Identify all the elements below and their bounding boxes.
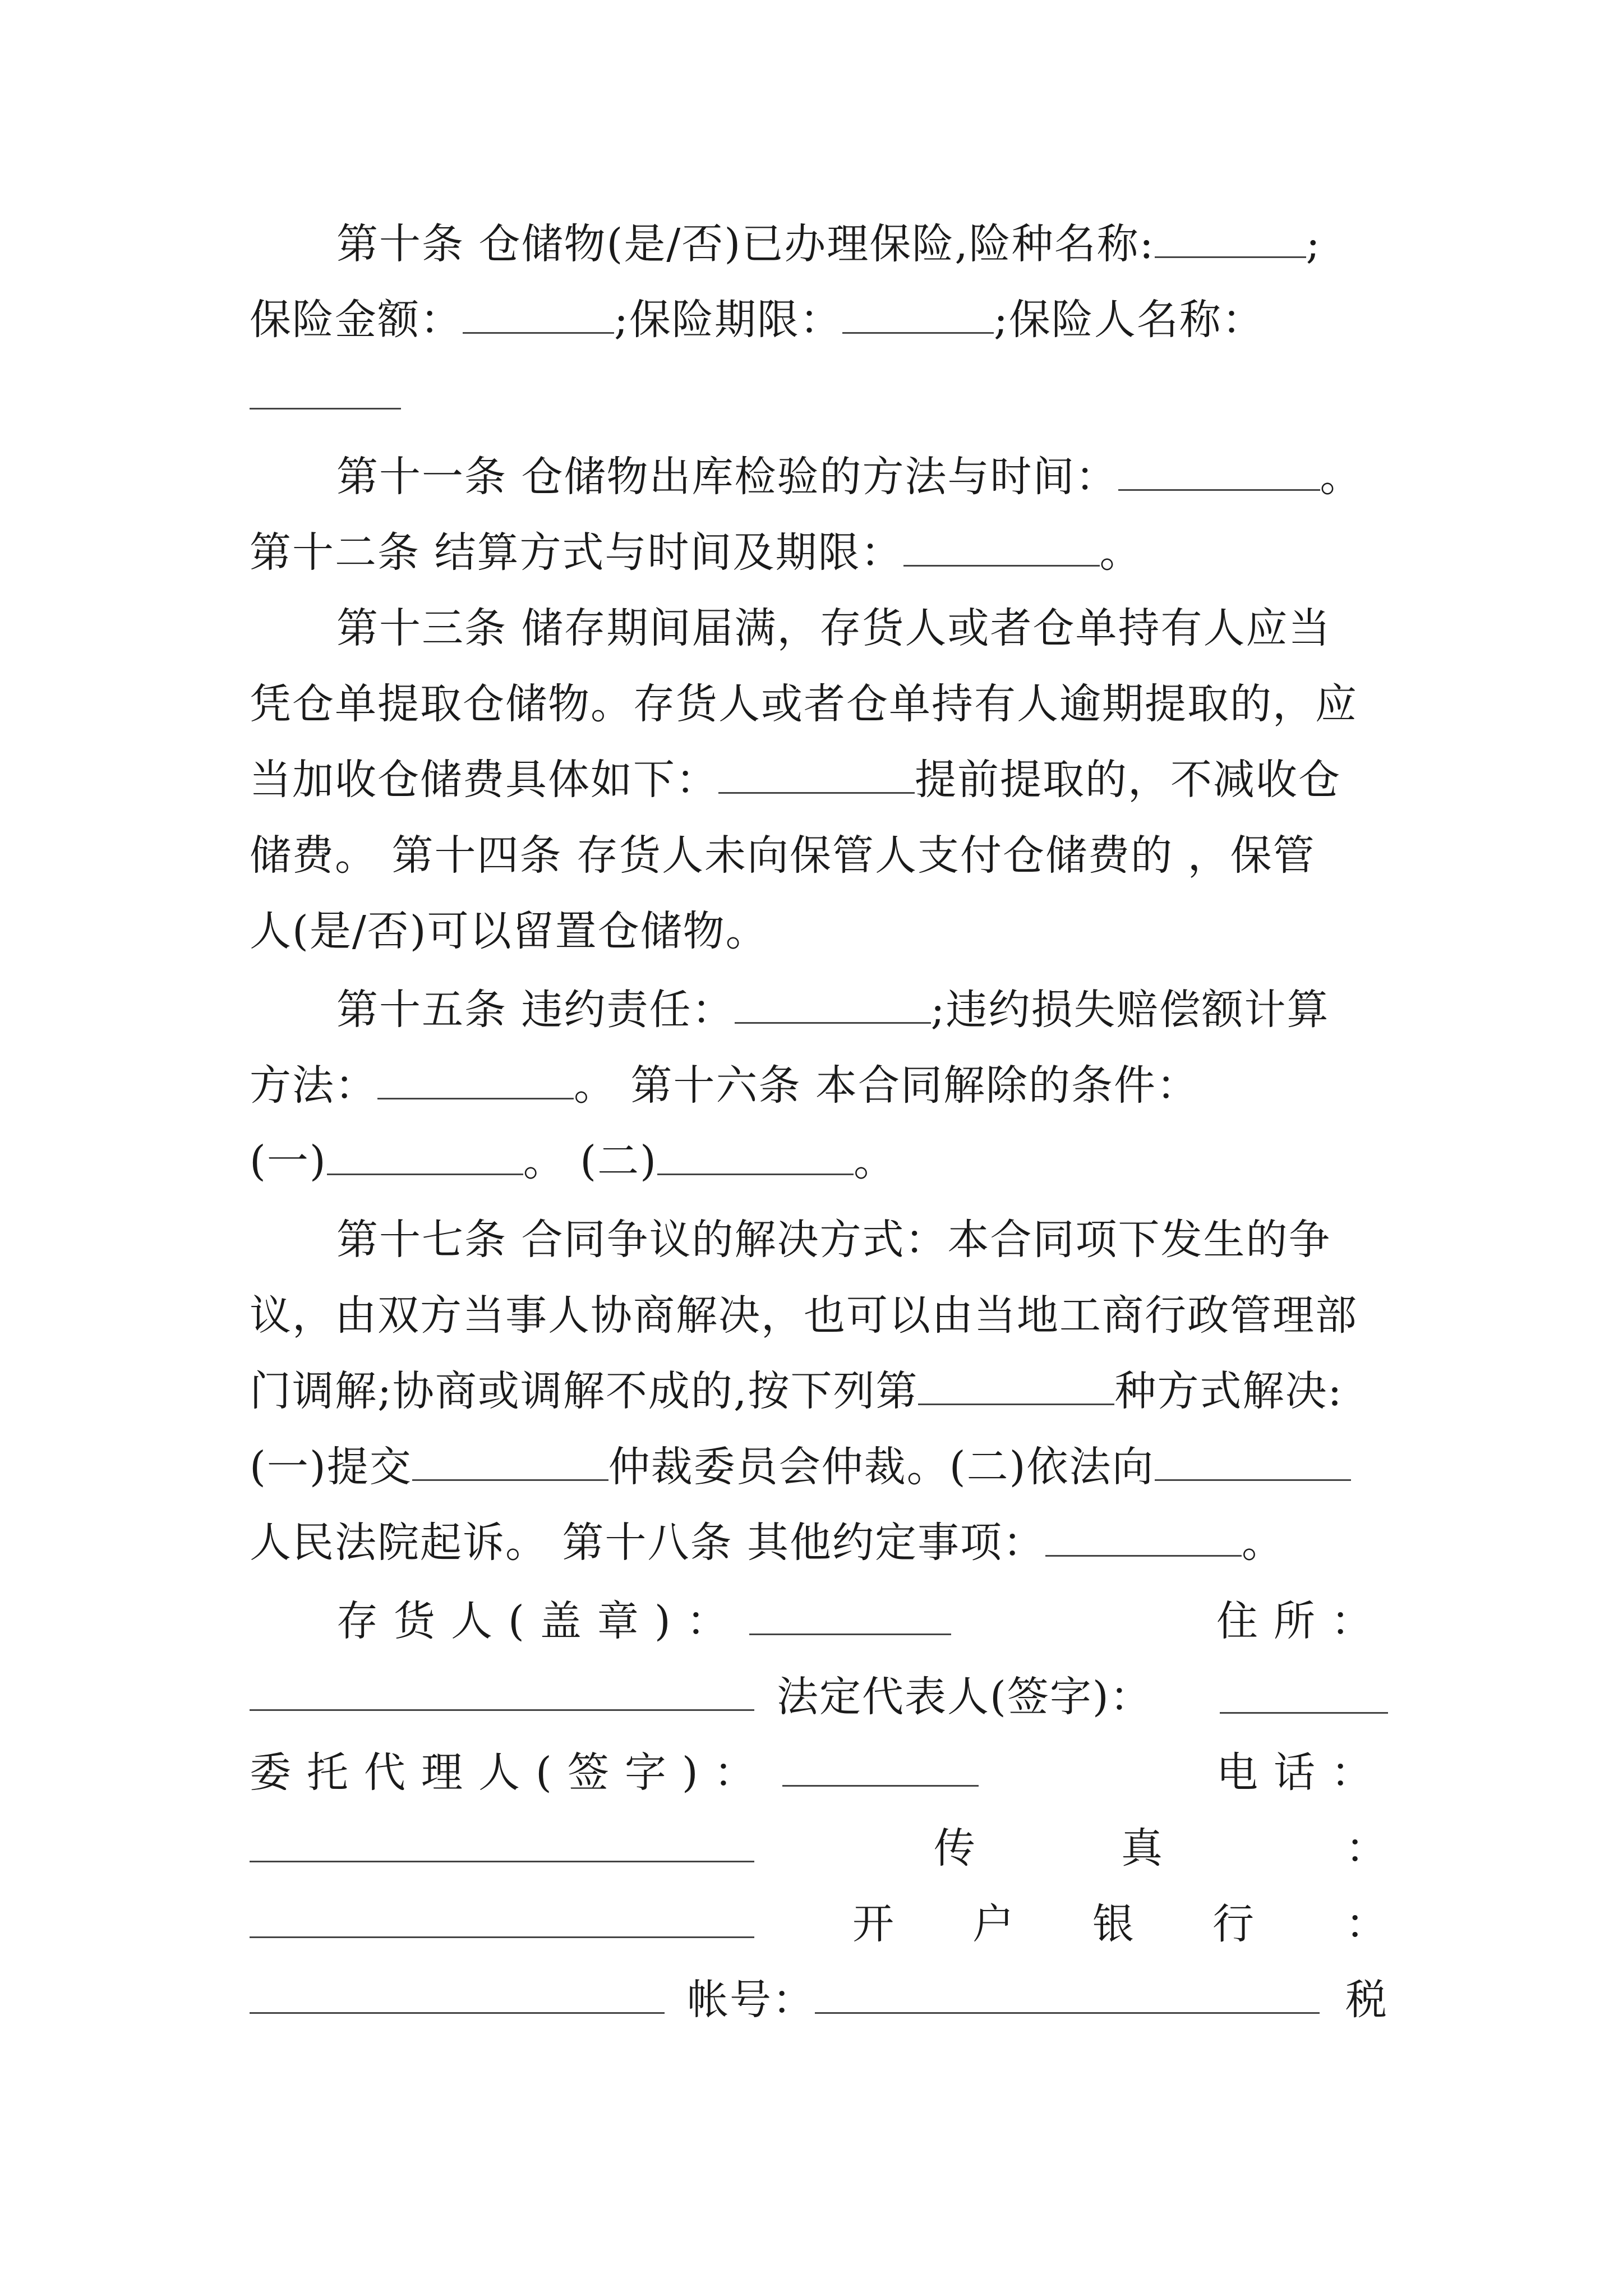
article-17-text-2: 议，由双方当事人协商解决，也可以由当地工商行政管理部	[250, 1291, 1358, 1340]
period: 。	[1320, 453, 1363, 501]
article-13-line-3	[250, 752, 1388, 808]
signature-line-2	[250, 1669, 1388, 1725]
article-16-line	[250, 1133, 1388, 1189]
insured-amount-blank	[463, 298, 614, 334]
insurer-name-blank	[250, 374, 401, 409]
signature-line-5	[250, 1896, 1388, 1952]
signature-line-3	[250, 1745, 1388, 1801]
bank-label: 开户银行	[852, 1900, 1332, 1948]
article-11	[250, 449, 1388, 505]
court-blank	[1155, 1446, 1351, 1481]
article-14-text-end: 人(是/否)可以留置仓储物。	[250, 907, 768, 955]
article-16-title: 。 第十六条 本合同解除的条件：	[574, 1061, 1200, 1110]
article-13-line-1	[250, 600, 1388, 656]
period: 。	[854, 1137, 897, 1185]
address-blank	[250, 1676, 754, 1711]
article-13-text-2: 凭仓单提取仓储物。存货人或者仓单持有人逾期提取的，应	[250, 680, 1358, 728]
address-label: 住所：	[1216, 1597, 1388, 1645]
phone-label: 电话：	[1216, 1749, 1388, 1797]
article-17-text-3b: 种方式解决:	[1114, 1367, 1343, 1415]
article-10-line-3	[250, 367, 1388, 424]
account-label: 帐号：	[687, 1976, 815, 2024]
insurance-type-blank	[1155, 223, 1306, 258]
article-17-text-1: 第十七条 合同争议的解决方式：本合同项下发生的争	[336, 1216, 1331, 1264]
agent-blank	[782, 1751, 979, 1787]
semicolon: ;	[1306, 220, 1321, 268]
legal-representative-blank	[1220, 1678, 1388, 1714]
signature-line-6	[250, 1972, 1388, 2028]
fax-colon: ：	[1345, 1824, 1388, 1872]
article-13-line-4	[250, 827, 1388, 884]
depositor-blank	[749, 1600, 951, 1635]
condition-two-label: 。 (二)	[523, 1137, 658, 1185]
article-12	[250, 524, 1388, 581]
liability-label: 第十五条 违约责任：	[336, 986, 735, 1034]
article-10-title: 第十条 仓储物(是/否)已办理保险,险种名称:	[336, 220, 1155, 268]
article-17-line-2	[250, 1287, 1388, 1343]
fax-label: 传真	[934, 1824, 1308, 1872]
period: 。	[1242, 1519, 1285, 1567]
bank-colon: ：	[1345, 1900, 1388, 1948]
article-12-text: 第十二条 结算方式与时间及期限：	[250, 528, 903, 577]
insurance-period-blank	[842, 298, 994, 334]
condition-two-blank	[657, 1140, 854, 1175]
article-15-line-1	[250, 982, 1388, 1038]
condition-one-blank	[327, 1140, 523, 1175]
phone-blank	[250, 1827, 754, 1862]
settlement-blank	[903, 531, 1100, 567]
agent-label: 委托代理人(签字)：	[250, 1749, 771, 1797]
resolution-choice-blank	[918, 1370, 1114, 1405]
article-17-line-3	[250, 1363, 1388, 1419]
signature-line-4	[250, 1820, 1388, 1876]
article-11-text: 第十一条 仓储物出库检验的方法与时间：	[336, 453, 1118, 501]
article-17-text-3a: 门调解;协商或调解不成的,按下列第	[250, 1367, 919, 1415]
article-13-text-3b: 提前提取的，不减收仓	[915, 756, 1341, 804]
article-10-line-2	[250, 292, 1388, 348]
article-18-text: 人民法院起诉。 第十八条 其他约定事项：	[250, 1519, 1046, 1567]
other-matters-blank	[1045, 1521, 1242, 1557]
insured-amount-label: 保险金额：	[250, 296, 463, 344]
overdue-fee-blank	[718, 758, 915, 794]
period: 。	[1099, 528, 1142, 577]
article-17-line-4	[250, 1439, 1388, 1495]
condition-one-label: (一)	[250, 1137, 327, 1185]
method-blank	[377, 1064, 574, 1099]
article-13-line-2	[250, 676, 1388, 732]
depositor-seal-label: 存货人(盖章)：	[336, 1597, 744, 1645]
tax-label: 税	[1345, 1976, 1388, 2024]
arbitration-blank	[412, 1446, 608, 1481]
inspection-method-blank	[1118, 455, 1320, 491]
account-blank	[815, 1978, 1320, 2014]
liability-blank	[735, 988, 931, 1024]
article-13-line-5	[250, 903, 1388, 959]
article-14-text: 储费。 第十四条 存货人未向保管人支付仓储费的 ，保管	[250, 831, 1316, 880]
signature-line-1	[250, 1593, 1388, 1649]
arbitration-label: (一)提交	[250, 1443, 412, 1491]
article-17-line-5	[250, 1515, 1388, 1571]
bank-blank	[250, 1978, 665, 2014]
insurer-name-label: ;保险人名称：	[993, 296, 1265, 344]
insurance-period-label: ;保险期限：	[614, 296, 842, 344]
method-label: 方法：	[250, 1061, 377, 1110]
article-13-text-1: 第十三条 储存期间届满，存货人或者仓单持有人应当	[336, 604, 1331, 652]
legal-representative-label: 法定代表人(签字)：	[777, 1673, 1152, 1721]
article-13-text-3a: 当加收仓储费具体如下：	[250, 756, 718, 804]
court-label: 仲裁委员会仲裁。(二)依法向	[608, 1443, 1155, 1491]
fax-blank	[250, 1903, 754, 1938]
damages-label: ;违约损失赔偿额计算	[930, 986, 1330, 1034]
article-10-line-1	[250, 216, 1388, 272]
article-17-line-1	[250, 1212, 1388, 1268]
article-15-line-2	[250, 1057, 1388, 1114]
